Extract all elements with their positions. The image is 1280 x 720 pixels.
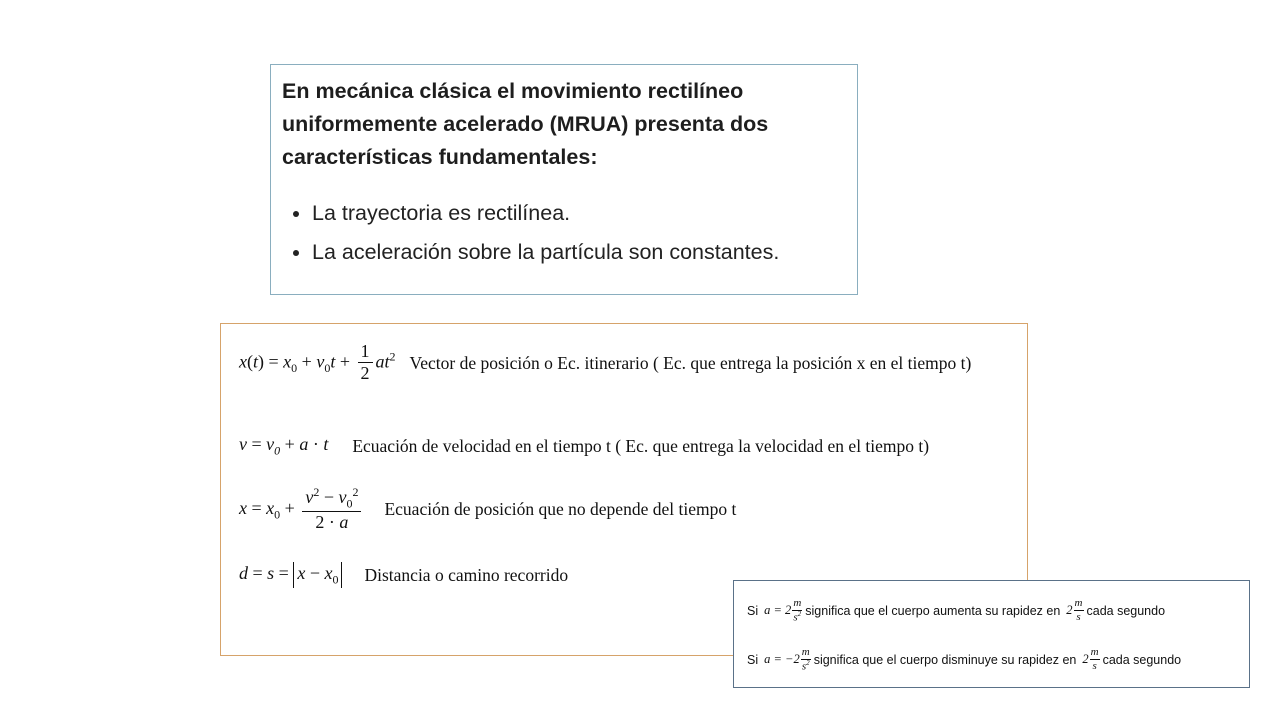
formula-speed: 2 bbox=[1082, 652, 1089, 667]
note-text: significa que el cuerpo disminuye su rapidez en bbox=[813, 652, 1077, 667]
formula-negative-acceleration: a = −2 bbox=[764, 652, 800, 667]
formula-velocity: $v = v_0 + a \cdot t$ bbox=[239, 434, 329, 458]
note-acceleration-negative: Si a = −2 $\frac{m}{s^2}$ significa que el cuerpo disminuye su rapidez en 2 $\frac{m}{s}$ cada segundo bbox=[747, 646, 1182, 673]
equation-description: Ecuación de velocidad en el tiempo t ( Ec. que entrega la velocidad en el tiempo t) bbox=[352, 435, 930, 456]
equation-position-time-free bbox=[239, 486, 736, 533]
equation-distance bbox=[239, 562, 568, 588]
intro-title: En mecánica clásica el movimiento rectilíneo uniformemente acelerado (MRUA) presenta dos características fundamentales: bbox=[282, 79, 769, 169]
formula-positive-acceleration: a = 2 bbox=[764, 603, 792, 618]
formula-speed: 2 bbox=[1066, 603, 1073, 618]
note-prefix: Si bbox=[747, 652, 759, 667]
formula-itinerary: $x(t) = x_0 + v_0t$ + $\frac{1}{2}$ $at^2$ bbox=[239, 341, 396, 383]
equation-description: Vector de posición o Ec. itinerario ( Ec. que entrega la posición x en el tiempo t) bbox=[409, 352, 972, 373]
equation-velocity bbox=[239, 434, 929, 459]
equation-itinerary bbox=[239, 342, 971, 384]
formula-position-time-free: $x = x_0$ + $\frac{v^2 - v_0^2}{2 \cdot a}$ bbox=[239, 486, 364, 533]
note-acceleration-positive: Si a = 2 $\frac{m}{s^2}$ significa que el cuerpo aumenta su rapidez en 2 $\frac{m}{s}$ cada segundo bbox=[747, 597, 1166, 624]
list-item: • La aceleración sobre la partícula son constantes. bbox=[312, 233, 846, 272]
note-suffix: cada segundo bbox=[1086, 603, 1166, 618]
characteristics-list bbox=[282, 194, 846, 272]
acceleration-notes-box bbox=[733, 580, 1250, 688]
intro-box bbox=[270, 64, 858, 295]
equation-description: Ecuación de posición que no depende del tiempo t bbox=[384, 499, 737, 520]
formula-distance: $d = s = x - x_0$ bbox=[239, 562, 342, 588]
list-item: • La trayectoria es rectilínea. bbox=[312, 194, 846, 233]
note-prefix: Si bbox=[747, 603, 759, 618]
note-text: significa que el cuerpo aumenta su rapidez en bbox=[805, 603, 1061, 618]
equation-description: Distancia o camino recorrido bbox=[364, 564, 569, 585]
note-suffix: cada segundo bbox=[1102, 652, 1182, 667]
